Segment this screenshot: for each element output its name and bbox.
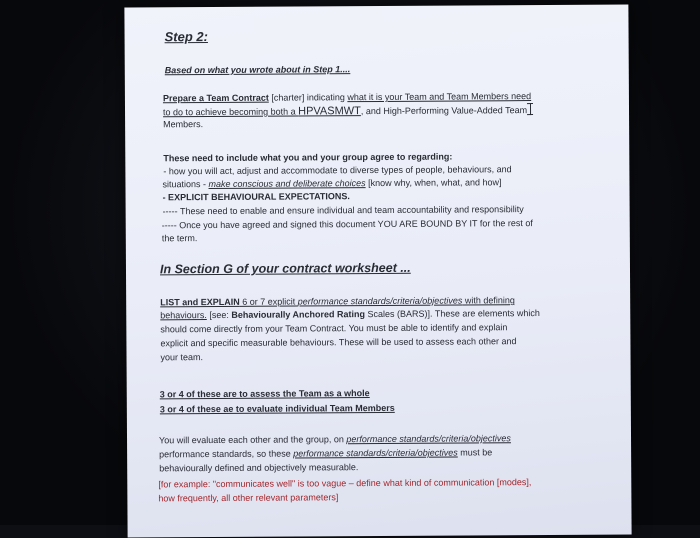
- para5-line3: behaviourally defined and objectively measurable.: [159, 462, 359, 474]
- text-cursor-icon: [527, 103, 533, 115]
- para2-line3-start: situations -: [162, 179, 209, 190]
- para2-line7: the term.: [161, 233, 198, 244]
- para1-line1-mid: [charter] indicating: [268, 92, 348, 103]
- para2-line3-end: [know why, when, what, and how]: [365, 177, 502, 189]
- para3-line1: [160, 295, 515, 308]
- para3-line4: explicit and specific measurable behaviours. These will be used to assess each other and: [160, 336, 517, 349]
- para5-line2-start: performance standards, so these: [159, 448, 294, 460]
- section-heading: In Section G of your contract worksheet ...: [159, 260, 411, 277]
- para1-line1: [163, 91, 531, 104]
- para5-line2-end: must be: [457, 447, 493, 458]
- document-page: [124, 4, 631, 537]
- example-line2: how frequently, all other relevant parameters]: [158, 492, 339, 504]
- para1-line3: Members.: [163, 119, 204, 130]
- para5-standards-phrase-1: performance standards/criteria/objectives: [346, 433, 511, 445]
- para5-standards-phrase-2: performance standards/criteria/objectives: [293, 447, 458, 459]
- para1-line2-start: to do to achieve becoming both a: [162, 106, 299, 118]
- para3-line5: your team.: [160, 352, 204, 363]
- example-line1: [for example: "communicates well" is too vague – define what kind of communication [modes],: [158, 477, 532, 490]
- hpvasmwt-term: HPVASMWT: [298, 105, 361, 118]
- list-and-explain: LIST and EXPLAIN: [160, 296, 240, 308]
- para3-line1-end: with defining: [462, 295, 515, 306]
- para3-line3: should come directly from your Team Contract. You must be able to identify and explain: [160, 322, 508, 335]
- explicit-expectations: - EXPLICIT BEHAVIOURAL EXPECTATIONS.: [162, 191, 350, 203]
- para5-line1: [159, 433, 511, 446]
- para2-line5: ----- These need to enable and ensure individual and team accountability and responsibility: [162, 204, 524, 217]
- para3-line1-mid: 6 or 7 explicit: [239, 296, 298, 307]
- member-assessment-line: 3 or 4 of these ae to evaluate individual Team Members: [159, 402, 395, 415]
- performance-standards-phrase: performance standards/criteria/objectives: [297, 295, 463, 307]
- conscious-choices-phrase: make conscious and deliberate choices: [208, 178, 366, 190]
- para1-line2: [163, 103, 533, 118]
- bars-label: Behaviourally Anchored Rating: [231, 309, 366, 320]
- para3-line2-see: [see:: [206, 309, 232, 321]
- para2-line2: - how you will act, adjust and accommodate to diverse types of people, behaviours, and: [163, 164, 512, 177]
- team-assessment-line: 3 or 4 of these are to assess the Team as a whole: [159, 388, 370, 400]
- para5-line2: [159, 447, 492, 460]
- para3-line2-end: Scales (BARS)]. These are elements which: [364, 308, 540, 320]
- para1-line1-underlined: what it is your Team and Team Members need: [347, 91, 532, 103]
- behaviours-word: behaviours.: [160, 310, 207, 321]
- step-heading: Step 2:: [164, 29, 208, 45]
- para2-line3: [162, 177, 501, 190]
- intro-line: Based on what you wrote about in Step 1....: [164, 64, 351, 76]
- team-contract-label: Prepare a Team Contract: [162, 92, 269, 104]
- para1-line2-end: , and High-Performing Value-Added Team: [360, 105, 528, 117]
- para3-line2: [160, 308, 540, 321]
- para2-line6: ----- Once you have agreed and signed this document YOU ARE BOUND BY IT for the rest of: [161, 218, 533, 231]
- para5-line1-start: You will evaluate each other and the group, on: [158, 434, 347, 446]
- para2-line1: These need to include what you and your group agree to regarding:: [163, 151, 453, 164]
